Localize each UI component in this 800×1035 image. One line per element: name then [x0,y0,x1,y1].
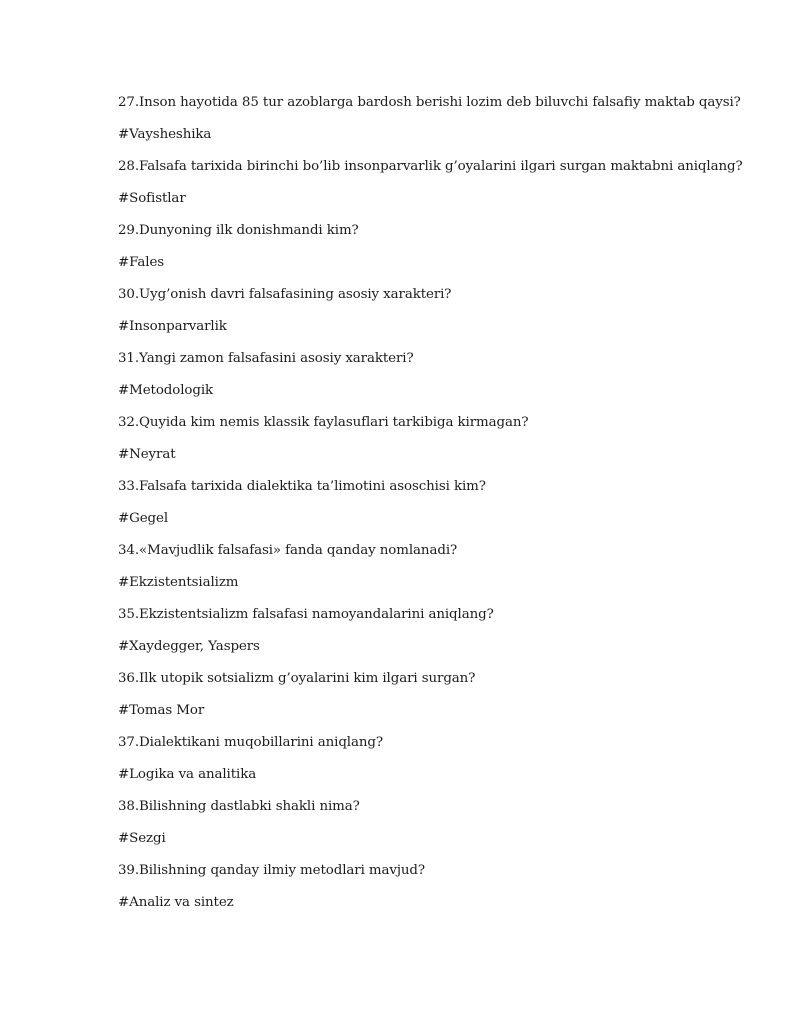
question-text: 29.Dunyoning ilk donishmandi kim? [118,223,359,238]
answer-text: #Sofistlar [118,191,186,206]
question-text: 34.«Mavjudlik falsafasi» fanda qanday nomlanadi? [118,543,458,558]
question-text: 36.Ilk utopik sotsializm g’oyalarini kim ilgari surgan? [118,671,476,686]
question-text: 37.Dialektikani muqobillarini aniqlang? [118,735,383,750]
question-text: 33.Falsafa tarixida dialektika ta’limotini asoschisi kim? [118,479,486,494]
answer-text: #Gegel [118,511,169,526]
question-text: 35.Ekzistentsializm falsafasi namoyandalarini aniqlang? [118,607,494,622]
question-text: 38.Bilishning dastlabki shakli nima? [118,799,360,814]
answer-text: #Logika va analitika [118,767,257,782]
question-text: 31.Yangi zamon falsafasini asosiy xarakteri? [118,351,414,366]
question-text: 39.Bilishning qanday ilmiy metodlari mavjud? [118,863,425,878]
question-text: 28.Falsafa tarixida birinchi bo’lib insonparvarlik g’oyalarini ilgari surgan maktabni aniqlang? [118,159,743,174]
answer-text: #Fales [118,255,165,270]
answer-text: #Xaydegger, Yaspers [118,639,260,654]
answer-text: #Ekzistentsializm [118,575,239,590]
answer-text: #Sezgi [118,831,166,846]
answer-text: #Metodologik [118,383,214,398]
question-text: 30.Uyg’onish davri falsafasining asosiy xarakteri? [118,287,452,302]
answer-text: #Tomas Mor [118,703,205,718]
answer-text: #Vaysheshika [118,127,212,142]
answer-text: #Insonparvarlik [118,319,227,334]
answer-text: #Analiz va sintez [118,895,234,910]
question-text: 27.Inson hayotida 85 tur azoblarga bardosh berishi lozim deb biluvchi falsafiy maktab qaysi? [118,95,741,110]
answer-text: #Neyrat [118,447,176,462]
question-answer-list [118,93,758,925]
question-text: 32.Quyida kim nemis klassik faylasuflari tarkibiga kirmagan? [118,415,529,430]
